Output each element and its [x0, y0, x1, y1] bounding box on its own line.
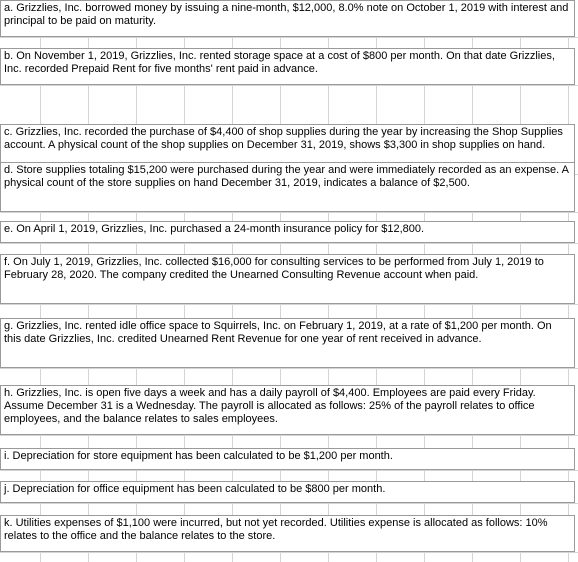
item-h-cell[interactable]: h. Grizzlies, Inc. is open five days a week and has a daily payroll of $4,400. Employees are paid every Friday. Assume December 31 is a Wednesday. The payroll is allocated as follows: 25% of the payroll relates to office employees, and the balance relates to sales employees.: [0, 385, 575, 435]
item-k-cell[interactable]: k. Utilities expenses of $1,100 were incurred, but not yet recorded. Utilities expense is allocated as follows: 10% relates to the office and the balance relates to the store.: [0, 515, 575, 552]
item-d-cell[interactable]: d. Store supplies totaling $15,200 were purchased during the year and were immediately recorded as an expense. A physical count of the store supplies on hand December 31, 2019, indicates a balance of $2,500.: [0, 162, 575, 212]
spacer-row: [0, 243, 578, 253]
item-g-cell[interactable]: g. Grizzlies, Inc. rented idle office space to Squirrels, Inc. on February 1, 2019, at a rate of $1,200 per month. On this date Grizzlies, Inc. credited Unearned Rent Revenue for one year of rent received in advance.: [0, 318, 575, 368]
spacer-row: [0, 37, 578, 47]
item-f-cell[interactable]: f. On July 1, 2019, Grizzlies, Inc. collected $16,000 for consulting services to be performed from July 1, 2019 to February 28, 2020. The company credited the Unearned Consulting Revenue account when paid.: [0, 254, 575, 304]
item-b-cell[interactable]: b. On November 1, 2019, Grizzlies, Inc. rented storage space at a cost of $800 per month. On that date Grizzlies, Inc. recorded Prepaid Rent for five months' rent paid in advance.: [0, 48, 575, 85]
item-i-cell[interactable]: i. Depreciation for store equipment has been calculated to be $1,200 per month.: [0, 448, 575, 470]
item-c-cell[interactable]: c. Grizzlies, Inc. recorded the purchase of $4,400 of shop supplies during the year by increasing the Shop Supplies account. A physical count of the shop supplies on December 31, 2019, shows $3,300 in shop supplies on hand.: [0, 124, 575, 174]
spacer-row: [0, 503, 578, 513]
spacer-row: [0, 85, 578, 95]
item-e-cell[interactable]: e. On April 1, 2019, Grizzlies, Inc. purchased a 24-month insurance policy for $12,800.: [0, 221, 575, 243]
item-a-cell[interactable]: a. Grizzlies, Inc. borrowed money by issuing a nine-month, $12,000, 8.0% note on October 1, 2019 with interest and principal to be paid on maturity.: [0, 0, 575, 37]
spacer-row: [0, 552, 578, 562]
spacer-row: [0, 368, 578, 378]
spacer-row: [0, 304, 578, 314]
item-j-cell[interactable]: j. Depreciation for office equipment has been calculated to be $800 per month.: [0, 481, 575, 503]
spacer-row: [0, 435, 578, 445]
spacer-row: [0, 470, 578, 480]
